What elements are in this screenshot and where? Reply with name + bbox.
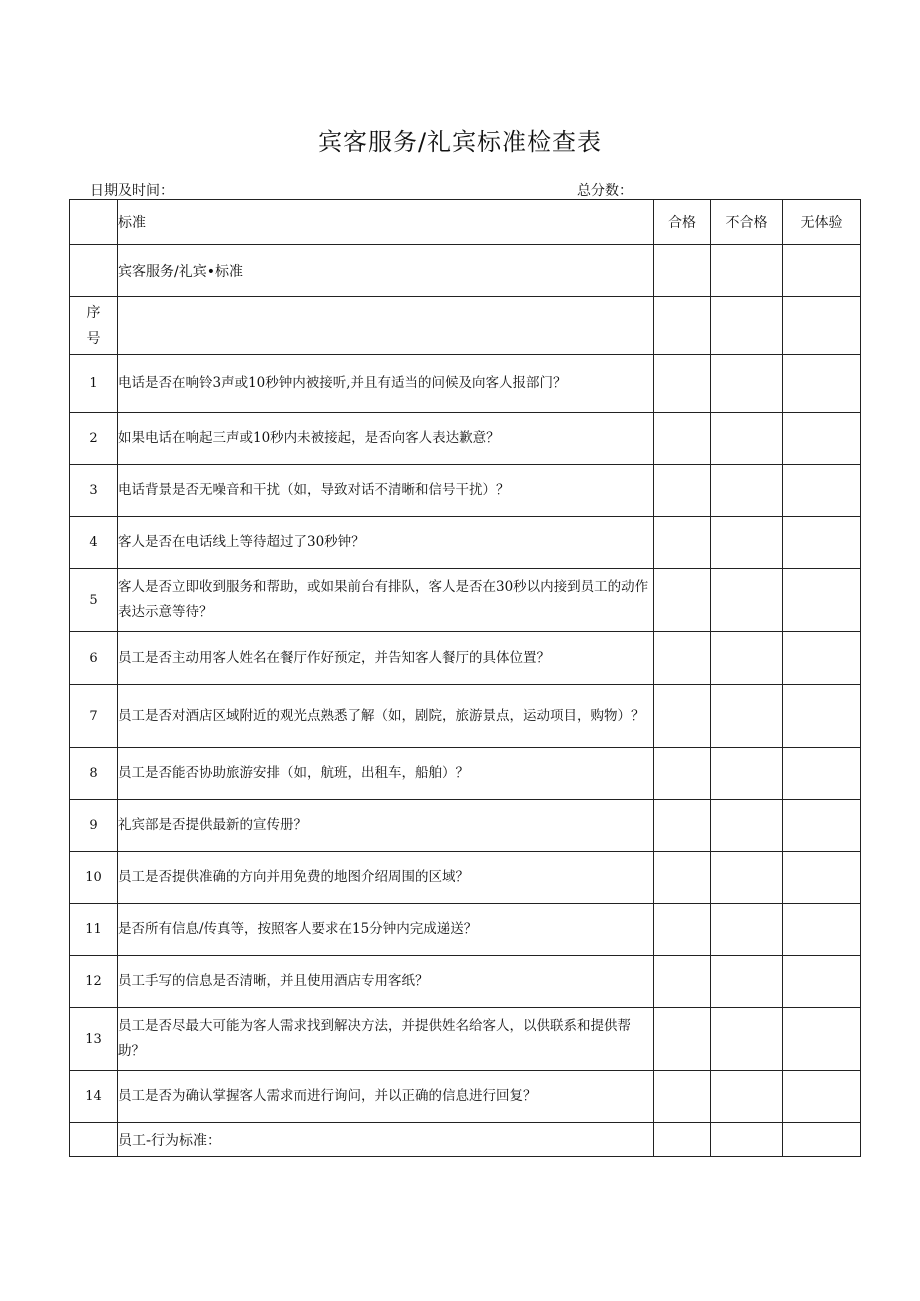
pass-cell[interactable] bbox=[654, 465, 711, 517]
fail-cell[interactable] bbox=[711, 748, 783, 800]
fail-cell[interactable] bbox=[711, 355, 783, 413]
item-number: 9 bbox=[70, 800, 118, 852]
table-row bbox=[70, 1008, 861, 1071]
fail-cell[interactable] bbox=[711, 569, 783, 632]
table-row bbox=[70, 632, 861, 685]
na-cell[interactable] bbox=[783, 569, 861, 632]
na-cell[interactable] bbox=[783, 355, 861, 413]
na-cell[interactable] bbox=[783, 245, 861, 297]
fail-cell[interactable] bbox=[711, 465, 783, 517]
section-seq-cell bbox=[70, 245, 118, 297]
pass-cell[interactable] bbox=[654, 800, 711, 852]
na-cell[interactable] bbox=[783, 904, 861, 956]
item-text: 客人是否立即收到服务和帮助，或如果前台有排队，客人是否在30秒以内接到员工的动作表达示意等待？ bbox=[118, 569, 654, 632]
na-cell[interactable] bbox=[783, 1123, 861, 1157]
table-row bbox=[70, 852, 861, 904]
na-cell[interactable] bbox=[783, 1008, 861, 1071]
header-seq-cell bbox=[70, 200, 118, 245]
table-row bbox=[70, 685, 861, 748]
fail-cell[interactable] bbox=[711, 245, 783, 297]
item-text: 员工手写的信息是否清晰，并且使用酒店专用客纸？ bbox=[118, 956, 654, 1008]
item-number: 11 bbox=[70, 904, 118, 956]
footer-seq-cell bbox=[70, 1123, 118, 1157]
page-title: 宾客服务/礼宾标准检查表 bbox=[317, 128, 603, 156]
fail-cell[interactable] bbox=[711, 956, 783, 1008]
date-time-label: 日期及时间： bbox=[90, 183, 174, 199]
fail-cell[interactable] bbox=[711, 904, 783, 956]
na-cell[interactable] bbox=[783, 748, 861, 800]
pass-cell[interactable] bbox=[654, 904, 711, 956]
item-text: 是否所有信息/传真等，按照客人要求在15分钟内完成递送？ bbox=[118, 904, 654, 956]
table-row bbox=[70, 355, 861, 413]
fail-cell[interactable] bbox=[711, 1123, 783, 1157]
table-row bbox=[70, 517, 861, 569]
fail-cell[interactable] bbox=[711, 632, 783, 685]
pass-cell[interactable] bbox=[654, 1071, 711, 1123]
header-fail: 不合格 bbox=[711, 200, 783, 245]
item-text: 电话背景是否无噪音和干扰（如，导致对话不清晰和信号干扰）？ bbox=[118, 465, 654, 517]
item-number: 12 bbox=[70, 956, 118, 1008]
fail-cell[interactable] bbox=[711, 685, 783, 748]
seq-label-row bbox=[70, 297, 861, 355]
header-na: 无体验 bbox=[783, 200, 861, 245]
seq-label-cell bbox=[70, 297, 118, 355]
item-text: 客人是否在电话线上等待超过了30秒钟？ bbox=[118, 517, 654, 569]
table-row bbox=[70, 1071, 861, 1123]
item-number: 6 bbox=[70, 632, 118, 685]
item-number: 13 bbox=[70, 1008, 118, 1071]
pass-cell[interactable] bbox=[654, 632, 711, 685]
pass-cell[interactable] bbox=[654, 413, 711, 465]
table-row bbox=[70, 465, 861, 517]
section-title: 宾客服务/礼宾•标准 bbox=[118, 245, 654, 297]
pass-cell[interactable] bbox=[654, 685, 711, 748]
blank-standard-cell bbox=[118, 297, 654, 355]
item-number: 5 bbox=[70, 569, 118, 632]
item-number: 1 bbox=[70, 355, 118, 413]
pass-cell[interactable] bbox=[654, 245, 711, 297]
na-cell[interactable] bbox=[783, 800, 861, 852]
item-text: 员工是否尽最大可能为客人需求找到解决方法，并提供姓名给客人，以供联系和提供帮助？ bbox=[118, 1008, 654, 1071]
item-number: 8 bbox=[70, 748, 118, 800]
na-cell[interactable] bbox=[783, 852, 861, 904]
item-text: 礼宾部是否提供最新的宣传册？ bbox=[118, 800, 654, 852]
header-row bbox=[70, 200, 861, 245]
fail-cell[interactable] bbox=[711, 852, 783, 904]
item-text: 电话是否在响铃3声或10秒钟内被接听,并且有适当的问候及向客人报部门？ bbox=[118, 355, 654, 413]
seq-label-line2: 号 bbox=[86, 330, 101, 347]
footer-section-row bbox=[70, 1123, 861, 1157]
checklist-table bbox=[69, 199, 861, 1157]
fail-cell[interactable] bbox=[711, 517, 783, 569]
na-cell[interactable] bbox=[783, 297, 861, 355]
item-number: 2 bbox=[70, 413, 118, 465]
na-cell[interactable] bbox=[783, 465, 861, 517]
item-text: 员工是否对酒店区域附近的观光点熟悉了解（如，剧院，旅游景点，运动项目，购物）？ bbox=[118, 685, 654, 748]
table-row bbox=[70, 800, 861, 852]
item-text: 员工是否提供准确的方向并用免费的地图介绍周围的区域？ bbox=[118, 852, 654, 904]
na-cell[interactable] bbox=[783, 413, 861, 465]
pass-cell[interactable] bbox=[654, 1008, 711, 1071]
fail-cell[interactable] bbox=[711, 800, 783, 852]
seq-label-line1: 序 bbox=[86, 304, 101, 321]
header-standard: 标准 bbox=[118, 200, 654, 245]
pass-cell[interactable] bbox=[654, 748, 711, 800]
header-pass: 合格 bbox=[654, 200, 711, 245]
item-text: 如果电话在响起三声或10秒内未被接起，是否向客人表达歉意？ bbox=[118, 413, 654, 465]
total-score-label: 总分数： bbox=[577, 183, 633, 199]
pass-cell[interactable] bbox=[654, 1123, 711, 1157]
item-text: 员工是否能否协助旅游安排（如，航班，出租车，船舶）？ bbox=[118, 748, 654, 800]
fail-cell[interactable] bbox=[711, 1008, 783, 1071]
pass-cell[interactable] bbox=[654, 297, 711, 355]
item-text: 员工是否主动用客人姓名在餐厅作好预定，并告知客人餐厅的具体位置？ bbox=[118, 632, 654, 685]
fail-cell[interactable] bbox=[711, 1071, 783, 1123]
item-text: 员工是否为确认掌握客人需求而进行询问，并以正确的信息进行回复？ bbox=[118, 1071, 654, 1123]
pass-cell[interactable] bbox=[654, 517, 711, 569]
na-cell[interactable] bbox=[783, 956, 861, 1008]
na-cell[interactable] bbox=[783, 685, 861, 748]
na-cell[interactable] bbox=[783, 517, 861, 569]
item-number: 3 bbox=[70, 465, 118, 517]
footer-section-title: 员工-行为标准： bbox=[118, 1123, 654, 1157]
table-row bbox=[70, 569, 861, 632]
item-number: 10 bbox=[70, 852, 118, 904]
fail-cell[interactable] bbox=[711, 413, 783, 465]
pass-cell[interactable] bbox=[654, 852, 711, 904]
item-number: 4 bbox=[70, 517, 118, 569]
item-number: 7 bbox=[70, 685, 118, 748]
na-cell[interactable] bbox=[783, 1071, 861, 1123]
pass-cell[interactable] bbox=[654, 956, 711, 1008]
pass-cell[interactable] bbox=[654, 355, 711, 413]
table-row bbox=[70, 748, 861, 800]
table-row bbox=[70, 413, 861, 465]
pass-cell[interactable] bbox=[654, 569, 711, 632]
fail-cell[interactable] bbox=[711, 297, 783, 355]
section-row bbox=[70, 245, 861, 297]
table-row bbox=[70, 956, 861, 1008]
na-cell[interactable] bbox=[783, 632, 861, 685]
table-row bbox=[70, 904, 861, 956]
item-number: 14 bbox=[70, 1071, 118, 1123]
